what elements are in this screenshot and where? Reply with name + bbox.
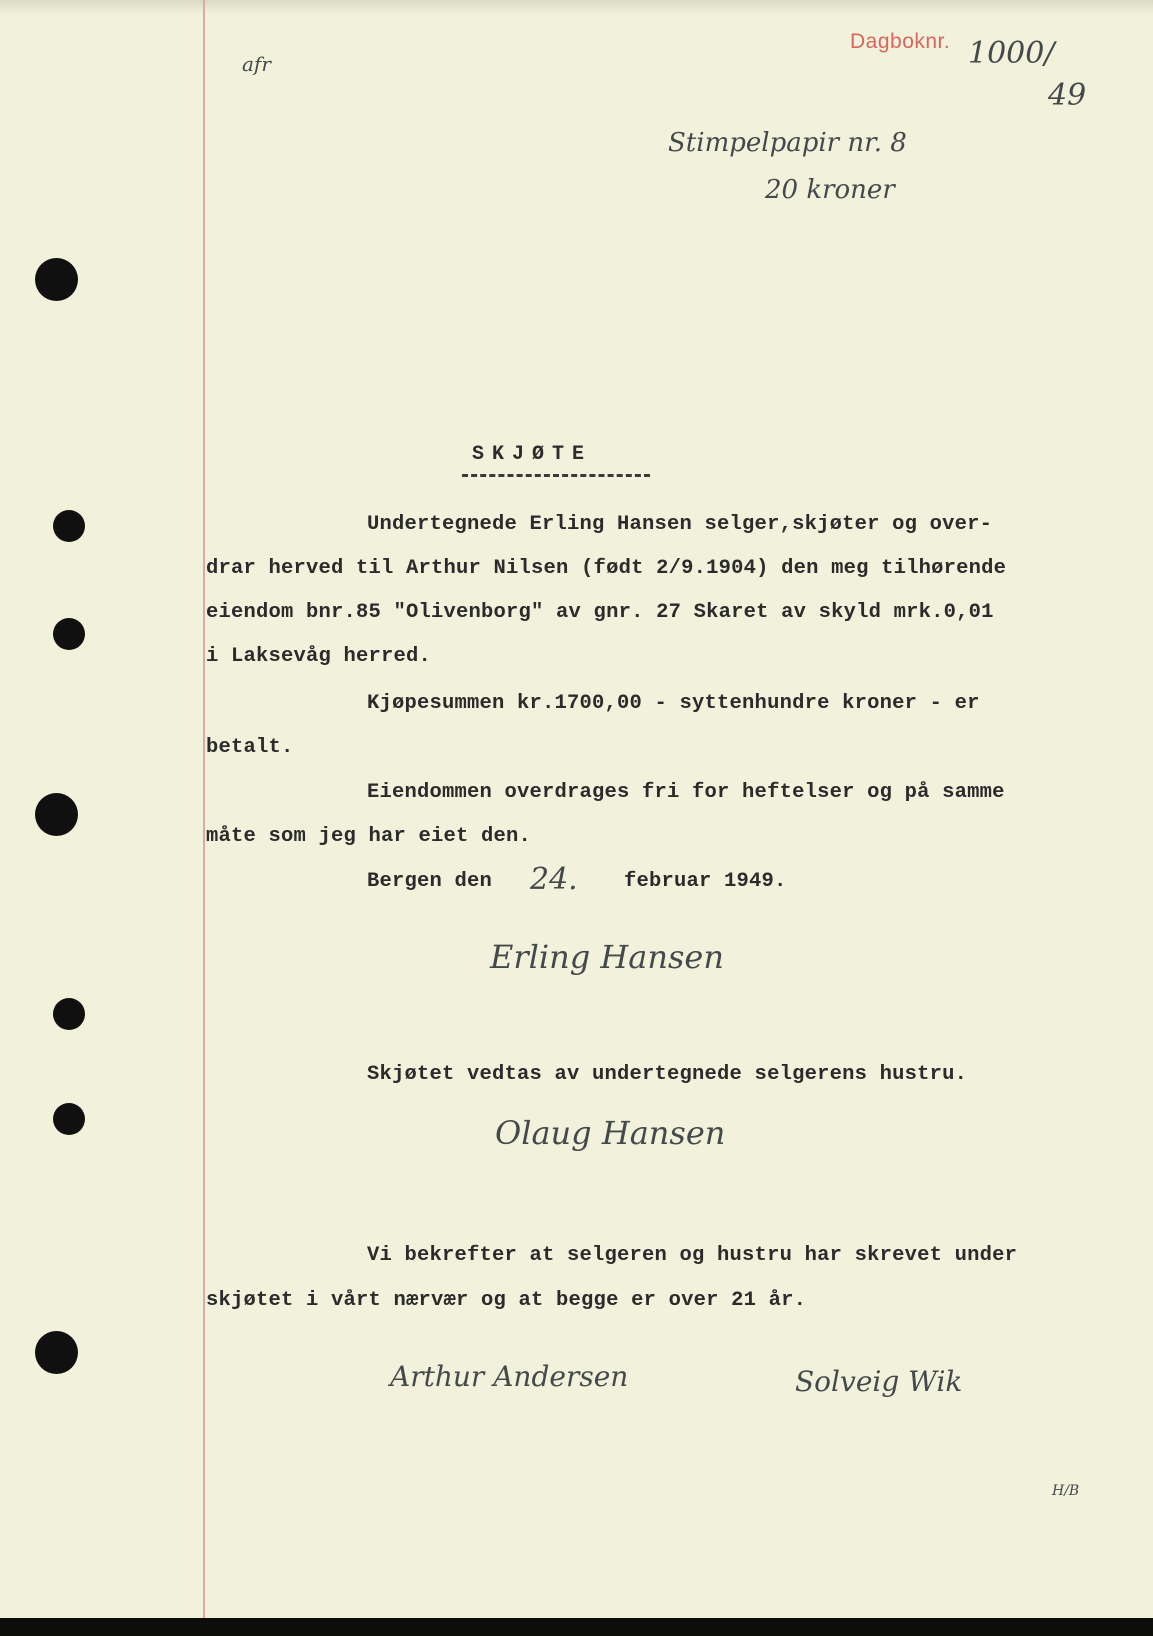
text-line: betalt. [206, 736, 294, 759]
binder-hole [35, 258, 78, 301]
diary-number: 1000/ [968, 36, 1055, 71]
text-line: eiendom bnr.85 "Olivenborg" av gnr. 27 Skaret av skyld mrk.0,01 [206, 601, 994, 624]
wife-signature: Olaug Hansen [495, 1114, 726, 1152]
text-line: drar herved til Arthur Nilsen (født 2/9.1904) den meg tilhørende [206, 557, 1007, 580]
text-line: i Laksevåg herred. [206, 645, 432, 668]
diary-year: 49 [1048, 78, 1087, 113]
binder-hole [53, 998, 85, 1030]
date-suffix: februar 1949. [624, 870, 787, 893]
binder-hole [53, 1103, 85, 1135]
page-top-shadow [0, 0, 1153, 14]
binder-hole [53, 510, 85, 542]
corner-mark: afr [242, 52, 271, 76]
text-line: Eiendommen overdrages fri for heftelser og på samme [367, 781, 1005, 804]
witness-signature-2: Solveig Wik [795, 1365, 963, 1398]
text-line: Vi bekrefter at selgeren og hustru har skrevet under [367, 1244, 1018, 1267]
witness-signature-1: Arthur Andersen [390, 1360, 629, 1393]
text-line: Kjøpesummen kr.1700,00 - syttenhundre kroner - er [367, 692, 980, 715]
stamp-paper-note: Stimpelpapir nr. 8 [668, 128, 907, 158]
date-day: 24. [530, 862, 578, 897]
margin-line [203, 0, 205, 1618]
binder-hole [53, 618, 85, 650]
text-line: Undertegnede Erling Hansen selger,skjøter og over- [367, 513, 993, 536]
binder-hole [35, 793, 78, 836]
document-title: SKJØTE [472, 443, 593, 466]
binder-hole [35, 1331, 78, 1374]
scan-bottom-border [0, 1618, 1153, 1636]
text-line: skjøtet i vårt nærvær og at begge er over 21 år. [206, 1289, 807, 1312]
text-line: måte som jeg har eiet den. [206, 825, 532, 848]
acceptance-line: Skjøtet vedtas av undertegnede selgerens hustru. [367, 1063, 968, 1086]
title-underline [462, 474, 650, 477]
stamp-paper-amount: 20 kroner [765, 175, 895, 205]
diary-number-stamp: Dagboknr. [850, 30, 951, 53]
date-prefix: Bergen den [367, 870, 493, 893]
seller-signature: Erling Hansen [490, 938, 724, 976]
initials-mark: H/B [1052, 1483, 1080, 1499]
